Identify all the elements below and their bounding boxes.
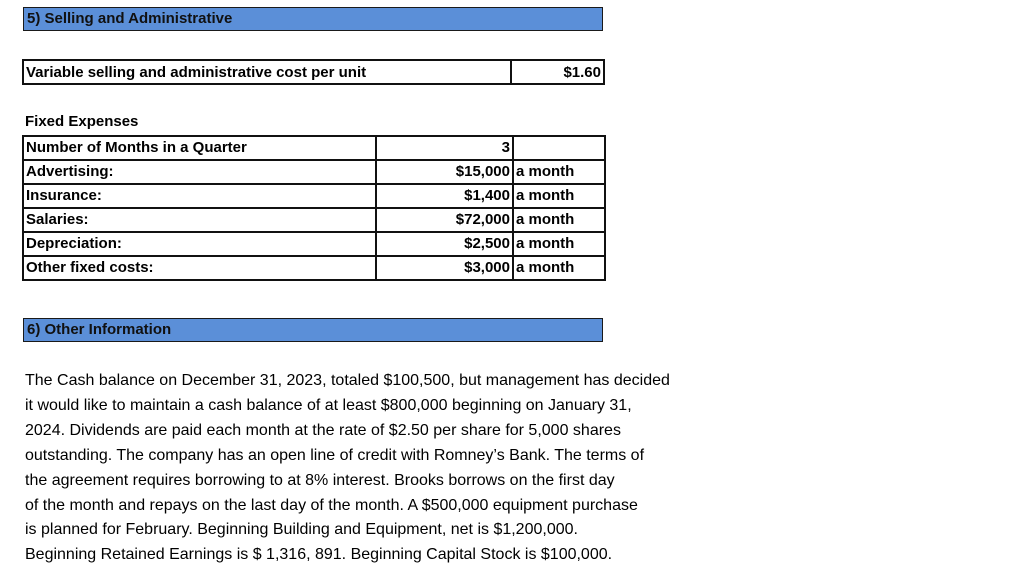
paragraph-line: of the month and repays on the last day of the month. A $500,000 equipment purchase bbox=[25, 496, 638, 514]
other-information-paragraph bbox=[25, 369, 715, 568]
table-row bbox=[23, 232, 605, 256]
variable-cost-label: Variable selling and administrative cost per unit bbox=[26, 64, 367, 81]
row-value-cell[interactable] bbox=[376, 160, 513, 184]
row-unit-cell[interactable] bbox=[513, 256, 605, 280]
row-unit-cell[interactable] bbox=[513, 208, 605, 232]
row-label: Salaries: bbox=[26, 211, 89, 228]
row-value: $15,000 bbox=[455, 163, 510, 180]
paragraph-line: the agreement requires borrowing to at 8% interest. Brooks borrows on the first day bbox=[25, 471, 615, 489]
row-value-cell[interactable] bbox=[376, 232, 513, 256]
row-unit: a month bbox=[516, 235, 575, 252]
variable-cost-value-cell[interactable] bbox=[510, 59, 605, 85]
row-value-cell[interactable] bbox=[376, 184, 513, 208]
row-value: $2,500 bbox=[464, 235, 510, 252]
row-label: Number of Months in a Quarter bbox=[26, 139, 247, 156]
table-row bbox=[23, 184, 605, 208]
row-unit: a month bbox=[516, 187, 575, 204]
row-value: $3,000 bbox=[464, 259, 510, 276]
row-unit: a month bbox=[516, 259, 575, 276]
row-unit-cell[interactable] bbox=[513, 160, 605, 184]
row-unit-cell[interactable] bbox=[513, 184, 605, 208]
row-value: $72,000 bbox=[455, 211, 510, 228]
paragraph-line: it would like to maintain a cash balance of at least $800,000 beginning on January 31, bbox=[25, 396, 632, 414]
row-unit: a month bbox=[516, 163, 575, 180]
row-label-cell[interactable] bbox=[23, 208, 376, 232]
paragraph-line: is planned for February. Beginning Building and Equipment, net is $1,200,000. bbox=[25, 521, 578, 539]
fixed-expenses-table bbox=[22, 135, 606, 281]
row-label: Advertising: bbox=[26, 163, 114, 180]
row-label-cell[interactable] bbox=[23, 184, 376, 208]
table-row bbox=[23, 208, 605, 232]
row-label-cell[interactable] bbox=[23, 136, 376, 160]
section-5-title: 5) Selling and Administrative bbox=[27, 10, 233, 27]
row-label-cell[interactable] bbox=[23, 232, 376, 256]
fixed-expenses-heading-text: Fixed Expenses bbox=[25, 113, 139, 130]
table-row bbox=[23, 160, 605, 184]
row-value-cell[interactable] bbox=[376, 256, 513, 280]
row-label: Depreciation: bbox=[26, 235, 122, 252]
row-label: Insurance: bbox=[26, 187, 102, 204]
variable-cost-label-cell[interactable] bbox=[22, 59, 512, 85]
row-unit: a month bbox=[516, 211, 575, 228]
paragraph-line: Beginning Retained Earnings is $ 1,316, 891. Beginning Capital Stock is $100,000. bbox=[25, 546, 613, 564]
row-unit-cell[interactable] bbox=[513, 232, 605, 256]
section-6-title: 6) Other Information bbox=[27, 321, 172, 338]
paragraph-line: outstanding. The company has an open line of credit with Romney’s Bank. The terms of bbox=[25, 446, 645, 464]
paragraph-line: The Cash balance on December 31, 2023, totaled $100,500, but management has decided bbox=[25, 372, 670, 389]
row-value: 3 bbox=[501, 139, 510, 156]
row-unit-cell[interactable] bbox=[513, 136, 605, 160]
row-value-cell[interactable] bbox=[376, 136, 513, 160]
fixed-expenses-heading bbox=[25, 110, 138, 134]
row-value-cell[interactable] bbox=[376, 208, 513, 232]
row-value: $1,400 bbox=[464, 187, 510, 204]
variable-cost-value: $1.60 bbox=[563, 64, 601, 81]
row-label-cell[interactable] bbox=[23, 160, 376, 184]
section-6-header bbox=[23, 318, 603, 342]
table-row bbox=[23, 136, 605, 160]
row-label: Other fixed costs: bbox=[26, 259, 154, 276]
table-row bbox=[23, 256, 605, 280]
section-5-header bbox=[23, 7, 603, 31]
row-label-cell[interactable] bbox=[23, 256, 376, 280]
paragraph-line: 2024. Dividends are paid each month at the rate of $2.50 per share for 5,000 shares bbox=[25, 421, 621, 439]
